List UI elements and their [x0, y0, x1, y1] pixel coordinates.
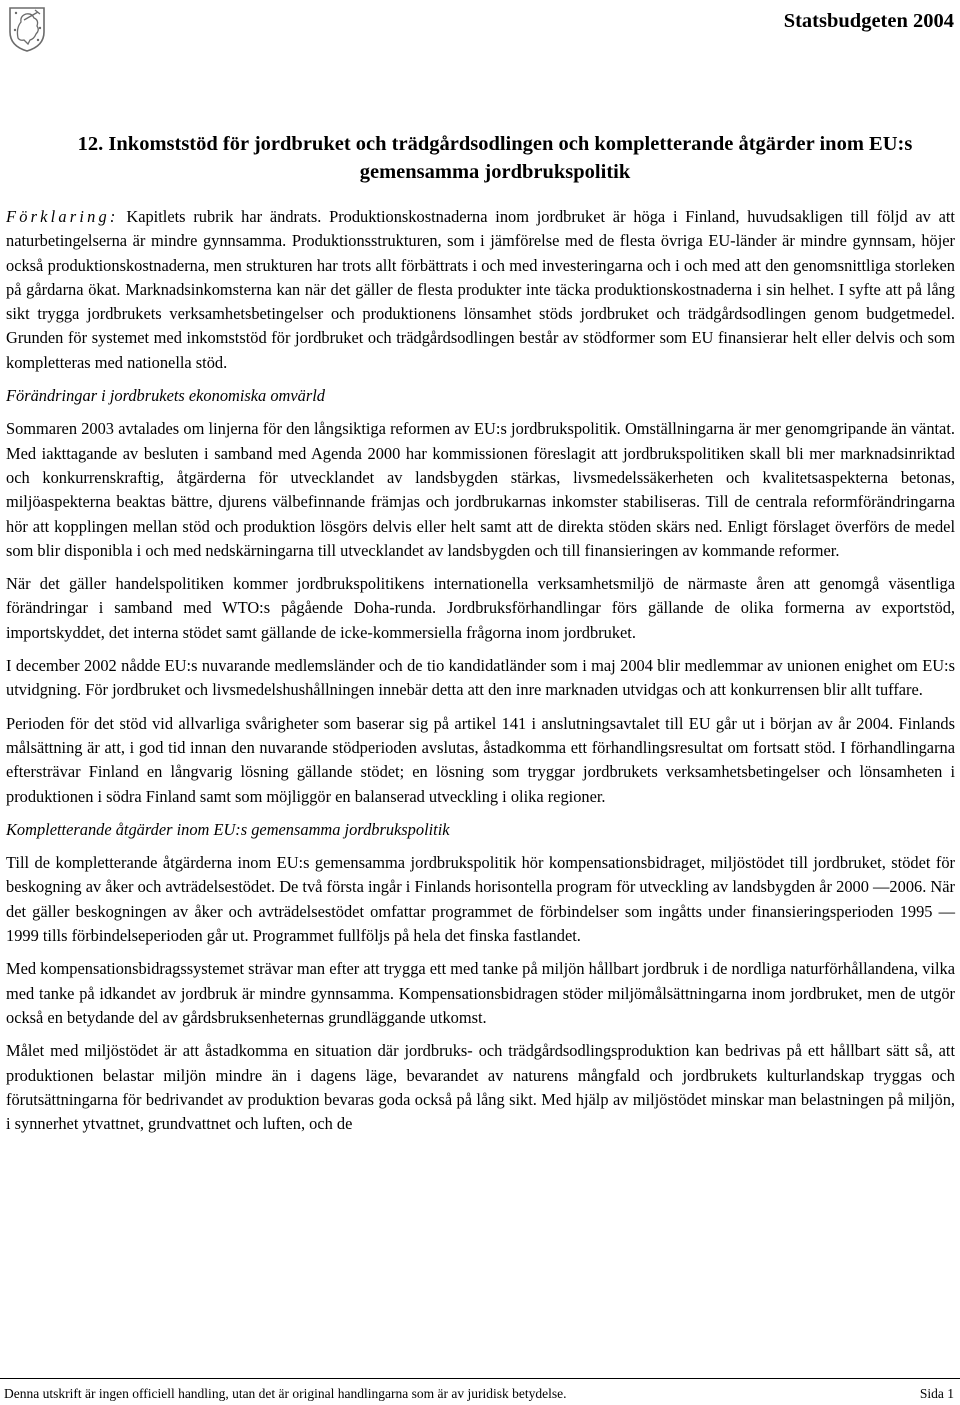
section-title: Förändringar i jordbrukets ekonomiska omvärld: [6, 386, 325, 406]
page-number: Sida 1: [919, 1386, 954, 1401]
lion-coat-of-arms-icon: [4, 2, 50, 52]
paragraph: När det gäller handelspolitiken kommer jordbrukspolitikens internationella verksamhetsmiljö de närmaste åren att genomgå väsentliga förändringar i samband med WTO:s pågående Doha-runda. Jordbruksförhandlingar förs gällande de olika formerna av exportstöd, importskyddet, det interna stödet samt gällande de icke-kommersiella frågorna inom jordbruket.: [6, 574, 955, 642]
paragraph: Målet med miljöstödet är att åstadkomma en situation där jordbruks- och trädgårdsodlingsproduktion kan bedrivas på ett hållbart sätt så, att produktionen belastar miljön mindre än i dagens läge, bevarandet av naturens mångfald och jordbrukets kulturlandskap tryggas och förutsättningarna för bedrivandet av produktion bevaras goda också på lång sikt. Med hjälp av miljöstödet minskar man belastningen på miljön, i synnerhet ytvattnet, grundvattnet och luften, och de: [6, 1041, 955, 1134]
body-text: [6, 205, 955, 1145]
disclaimer-note: Denna utskrift är ingen officiell handling, utan det är original handlingarna som är av juridisk betydelse.: [4, 1386, 567, 1401]
paragraph: I december 2002 nådde EU:s nuvarande medlemsländer och de tio kandidatländer som i maj 2004 blir medlemmar av unionen enighet om EU:s utvidgning. För jordbruket och livsmedelshushållningen innebär detta att den inre marknaden utvidgas och att konkurrensen blir allt tuffare.: [6, 656, 955, 700]
explanation-label: Förklaring:: [6, 207, 119, 226]
paragraph: Perioden för det stöd vid allvarliga svårigheter som baserar sig på artikel 141 i anslutningsavtalet till EU går ut i början av år 2004. Finlands målsättning är att, i god tid innan den nuvarande stödperioden avslutas, åstadkomma ett förhandlingsresultat om fortsatt stöd. I förhandlingarna eftersträvar Finland en långvarig lösning gällande stödet; en lösning som tryggar jordbrukets verksamhetsbetingelser och lönsamheten i produktionen i södra Finland samt som möjliggör en balanserad utveckling i olika regioner.: [6, 713, 955, 806]
explanation-text: Kapitlets rubrik har ändrats. Produktionskostnaderna inom jordbruket är höga i Finland, huvudsakligen till följd av att naturbetingelserna är mindre gynnsamma. Produktionsstrukturen, som i jämförelse med de flesta övriga EU-länder är mindre gynnsam, höjer också produktionskostnaderna, men strukturen har trots allt förbättrats i och med investeringarna och i och med att den genomsnittliga storleken på gårdarna ökat. Marknadsinkomsterna kan när det gäller de flesta produkter inte täcka produktionskostnaderna i sin helhet. I syfte att på lång sikt trygga jordbrukets verksamhetsbetingelser och produktionens lönsamhet stöds jordbruket och trädgårdsodlingen genom budgetmedel. Grunden för systemet med inkomststöd för jordbruket och trädgårdsodlingen består av stödformer som EU finansierar helt eller delvis och som kompletteras med nationella stöd.: [6, 207, 955, 372]
page-footer: [0, 1378, 960, 1401]
document-title: Statsbudgeten 2004: [783, 10, 954, 32]
heading-line-1: 12. Inkomststöd för jordbruket och trädgårdsodlingen och kompletterande åtgärder inom EU:s: [77, 133, 913, 155]
paragraph: Sommaren 2003 avtalades om linjerna för den långsiktiga reformen av EU:s jordbrukspolitik. Omställningarna är mer genomgripande än väntat. Med iakttagande av besluten i samband med Agenda 2000 har kommissionen föreslagit att jordbrukspolitiken skall bli mer marknadsinriktad och konkurrenskraftig, åtgärderna för utvecklandet av landsbygden stärkas, livsmedelssäkerheten och kvalitetsaspekterna betonas, miljöaspekterna beaktas bättre, djurens välbefinnande främjas och jordbrukarnas inkomster stabiliseras. Till de centrala reformförändringarna hör att kopplingen mellan stöd och produktion lösgörs delvis eller helt samt att de direkta stöden skärs ned. Enligt förslaget överförs de medel som blir disponibla i och med nedskärningarna till utvecklandet av landsbygden och till finansieringen av kommande reformer.: [6, 419, 955, 560]
intro-paragraph: [6, 205, 955, 375]
paragraph: Med kompensationsbidragssystemet strävar man efter att trygga ett med tanke på miljön hållbart jordbruk i de nordliga naturförhållandena, vilka med tanke på idkandet av jordbruk är mindre gynnsamma. Kompensationsbidragen stöder miljömålsättningarna inom jordbruket, men de utgör också en betydande del av gårdsbruksenheternas grundläggande utkomst.: [6, 959, 956, 1027]
section-heading: [30, 130, 960, 186]
heading-line-2: gemensamma jordbrukspolitik: [359, 161, 631, 183]
section-title: Kompletterande åtgärder inom EU:s gemensamma jordbrukspolitik: [6, 819, 450, 839]
paragraph: Till de kompletterande åtgärderna inom EU:s gemensamma jordbrukspolitik hör kompensationsbidraget, miljöstödet till jordbruket, stödet för beskogning av åker och avträdelsestödet. De två första ingår i Finlands horisontella program för utveckling av landsbygden år 2000 —2006. När det gäller beskogningen av åker och avträdelsestödet omfattar programmet de förbindelser som ingåtts under finansieringsperioden 1995 —1999 tills förbindelseperioden går ut. Programmet fullföljs på hela det finska fastlandet.: [6, 853, 955, 946]
